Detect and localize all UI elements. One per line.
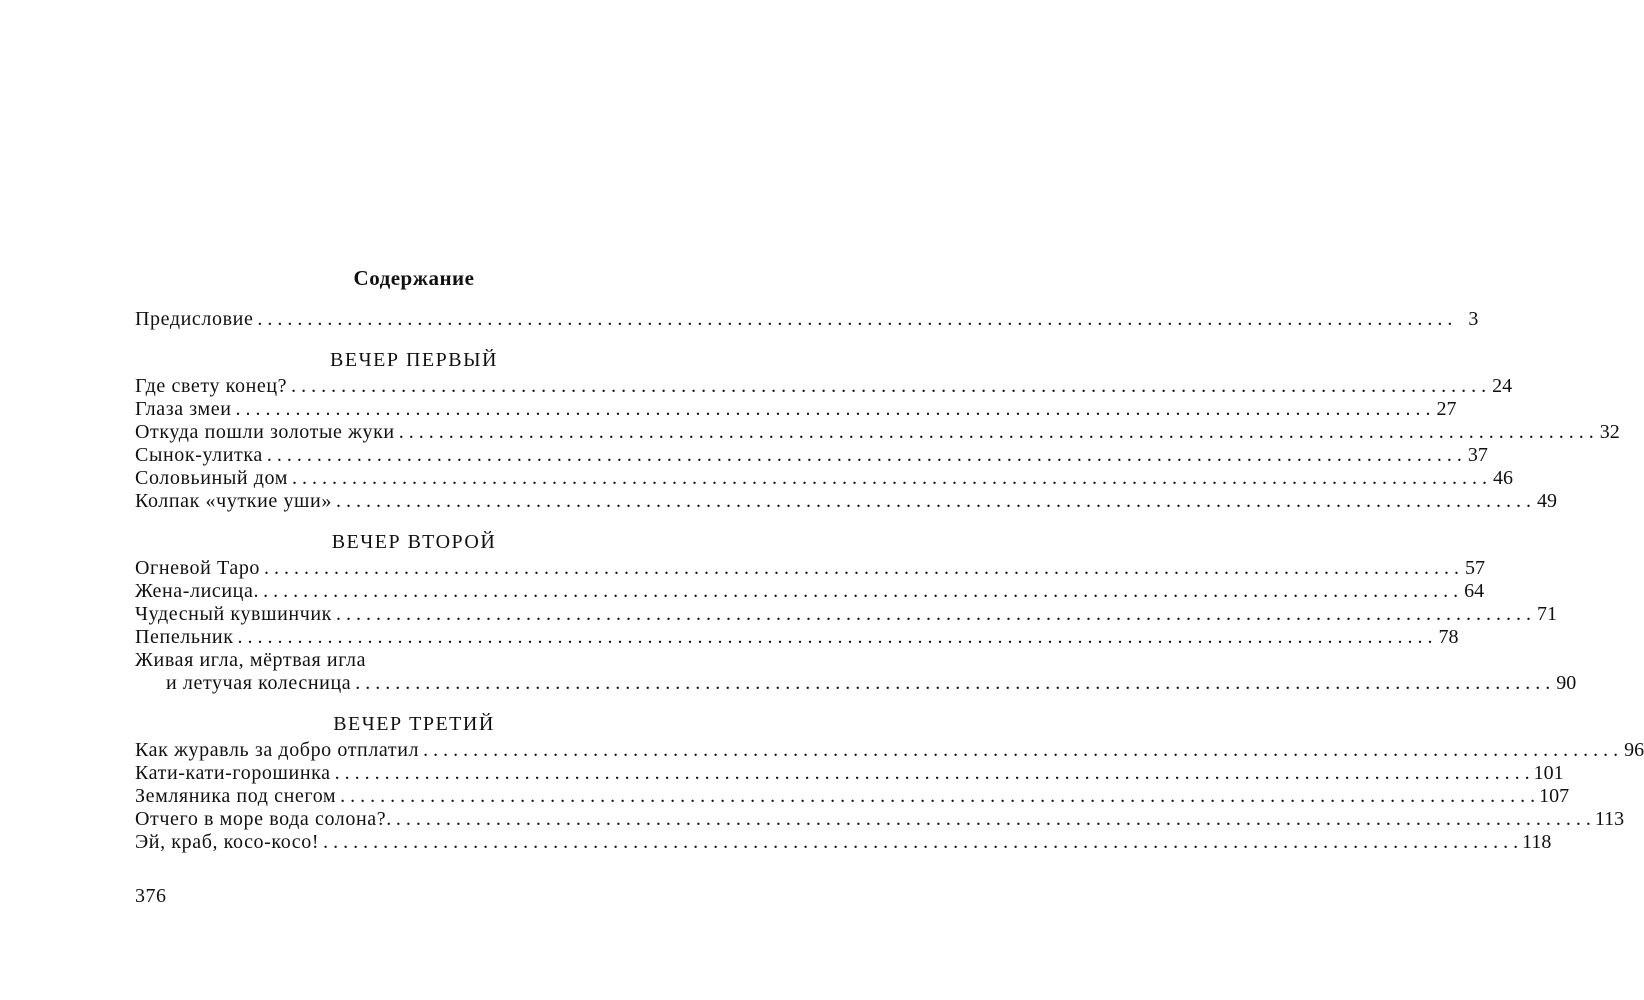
toc-entry-label: Пепельник	[135, 626, 234, 648]
dot-leader: . . . . . . . . . . . . . . . . . . . . . . . . . . . . . . . . . . . . . . . . . . . . . . . . . . . . . . . . . . . . . . . . . . . . . . . . . . . . . . . . . . . . . . . . . . . . . . . . . . . . . . . . . . . . . . . . . . . . . . . .	[395, 808, 1591, 830]
toc-entry-page: 57	[1465, 557, 1486, 579]
toc-title: Содержание	[353, 266, 475, 290]
toc-entry-page: 49	[1536, 490, 1557, 512]
toc-entry	[135, 467, 1514, 490]
toc-entry	[135, 626, 1459, 649]
dot-leader: . . . . . . . . . . . . . . . . . . . . . . . . . . . . . . . . . . . . . . . . . . . . . . . . . . . . . . . . . . . . . . . . . . . . . . . . . . . . . . . . . . . . . . . . . . . . . . . . . . . . . . . . . . . . . . . . . . . . . . . .	[423, 739, 1619, 761]
dot-leader: . . . . . . . . . . . . . . . . . . . . . . . . . . . . . . . . . . . . . . . . . . . . . . . . . . . . . . . . . . . . . . . . . . . . . . . . . . . . . . . . . . . . . . . . . . . . . . . . . . . . . . . . . . . . . . . . . . . . . . . .	[291, 375, 1487, 397]
toc-entry-page: 78	[1438, 626, 1459, 648]
toc-entry-label: Чудесный кувшинчик	[135, 603, 332, 625]
toc-entry	[135, 808, 1625, 831]
toc-entry-label: Жена-лисица.	[135, 580, 260, 602]
dot-leader: . . . . . . . . . . . . . . . . . . . . . . . . . . . . . . . . . . . . . . . . . . . . . . . . . . . . . . . . . . . . . . . . . . . . . . . . . . . . . . . . . . . . . . . . . . . . . . . . . . . . . . . . . . . . . . . . . . . . . . . .	[235, 398, 1431, 420]
dot-leader: . . . . . . . . . . . . . . . . . . . . . . . . . . . . . . . . . . . . . . . . . . . . . . . . . . . . . . . . . . . . . . . . . . . . . . . . . . . . . . . . . . . . . . . . . . . . . . . . . . . . . . . . . . . . . . . . . . . . . . . .	[323, 831, 1519, 853]
toc-entry-page: 113	[1594, 808, 1625, 830]
toc-entry-label: Кати-кати-горошинка	[135, 762, 331, 784]
page-number: 376	[135, 885, 167, 907]
toc-entry	[135, 672, 1577, 695]
toc-entry-page: 101	[1533, 762, 1564, 784]
toc-entry-page: 118	[1522, 831, 1552, 853]
table-of-contents	[135, 262, 1644, 854]
toc-entry-label: Соловьиный дом	[135, 467, 289, 489]
toc-entry-label: Предисловие	[135, 308, 254, 330]
dot-leader: . . . . . . . . . . . . . . . . . . . . . . . . . . . . . . . . . . . . . . . . . . . . . . . . . . . . . . . . . . . . . . . . . . . . . . . . . . . . . . . . . . . . . . . . . . . . . . . . . . . . . . . . . . . . . . . . . . . . . . . .	[237, 626, 1433, 648]
dot-leader: . . . . . . . . . . . . . . . . . . . . . . . . . . . . . . . . . . . . . . . . . . . . . . . . . . . . . . . . . . . . . . . . . . . . . . . . . . . . . . . . . . . . . . . . . . . . . . . . . . . . . . . . . . . . . . . . . . . . . . . .	[264, 557, 1460, 579]
toc-entry	[135, 762, 1564, 785]
toc-entry-label: Где свету конец?	[135, 375, 288, 397]
dot-leader: . . . . . . . . . . . . . . . . . . . . . . . . . . . . . . . . . . . . . . . . . . . . . . . . . . . . . . . . . . . . . . . . . . . . . . . . . . . . . . . . . . . . . . . . . . . . . . . . . . . . . . . . . . . . . . . . . . . . . . . .	[335, 603, 1531, 625]
dot-leader: . . . . . . . . . . . . . . . . . . . . . . . . . . . . . . . . . . . . . . . . . . . . . . . . . . . . . . . . . . . . . . . . . . . . . . . . . . . . . . . . . . . . . . . . . . . . . . . . . . . . . . . . . . . . . . . . . . . . . . . .	[355, 672, 1551, 694]
toc-entry	[135, 785, 1570, 808]
toc-entry-page: 46	[1493, 467, 1514, 489]
dot-leader: . . . . . . . . . . . . . . . . . . . . . . . . . . . . . . . . . . . . . . . . . . . . . . . . . . . . . . . . . . . . . . . . . . . . . . . . . . . . . . . . . . . . . . . . . . . . . . . . . . . . . . . . . . . . . . . . . . . . . . . .	[266, 444, 1462, 466]
toc-entry	[135, 490, 1557, 513]
toc-entry-label: Колпак «чуткие уши»	[135, 490, 332, 512]
toc-entry-label: Как журавль за добро отплатил	[135, 739, 420, 761]
dot-leader: . . . . . . . . . . . . . . . . . . . . . . . . . . . . . . . . . . . . . . . . . . . . . . . . . . . . . . . . . . . . . . . . . . . . . . . . . . . . . . . . . . . . . . . . . . . . . . . . . . . . . . . . . . . . . . . . . . . . . . . .	[292, 467, 1488, 489]
dot-leader: . . . . . . . . . . . . . . . . . . . . . . . . . . . . . . . . . . . . . . . . . . . . . . . . . . . . . . . . . . . . . . . . . . . . . . . . . . . . . . . . . . . . . . . . . . . . . . . . . . . . . . . . . . . . . . . . . . . . . . . .	[257, 308, 1453, 330]
section-title-third-evening: ВЕЧЕР ТРЕТИЙ	[333, 713, 495, 735]
toc-entry-label: Сынок-улитка	[135, 444, 263, 466]
toc-entry-page: 107	[1539, 785, 1570, 807]
toc-entry	[135, 398, 1457, 421]
toc-entry	[135, 557, 1486, 580]
toc-entry	[135, 444, 1488, 467]
toc-entry-page: 3	[1468, 308, 1479, 330]
toc-entry-page: 27	[1436, 398, 1457, 420]
toc-entry-label: Живая игла, мёртвая игла	[135, 649, 367, 671]
toc-entry-label: Откуда пошли золотые жуки	[135, 421, 395, 443]
toc-entry	[135, 375, 1513, 398]
toc-entry-page: 96	[1624, 739, 1644, 761]
dot-leader: . . . . . . . . . . . . . . . . . . . . . . . . . . . . . . . . . . . . . . . . . . . . . . . . . . . . . . . . . . . . . . . . . . . . . . . . . . . . . . . . . . . . . . . . . . . . . . . . . . . . . . . . . . . . . . . . . . . . . . . .	[334, 762, 1530, 784]
dot-leader: . . . . . . . . . . . . . . . . . . . . . . . . . . . . . . . . . . . . . . . . . . . . . . . . . . . . . . . . . . . . . . . . . . . . . . . . . . . . . . . . . . . . . . . . . . . . . . . . . . . . . . . . . . . . . . . . . . . . . . . .	[263, 580, 1459, 602]
toc-entry	[135, 739, 1644, 762]
toc-entry-page: 32	[1599, 421, 1620, 443]
dot-leader: . . . . . . . . . . . . . . . . . . . . . . . . . . . . . . . . . . . . . . . . . . . . . . . . . . . . . . . . . . . . . . . . . . . . . . . . . . . . . . . . . . . . . . . . . . . . . . . . . . . . . . . . . . . . . . . . . . . . . . . .	[335, 490, 1531, 512]
toc-entry	[135, 580, 1485, 603]
dot-leader: . . . . . . . . . . . . . . . . . . . . . . . . . . . . . . . . . . . . . . . . . . . . . . . . . . . . . . . . . . . . . . . . . . . . . . . . . . . . . . . . . . . . . . . . . . . . . . . . . . . . . . . . . . . . . . . . . . . . . . . .	[340, 785, 1536, 807]
toc-entry	[135, 603, 1557, 626]
toc-entry-page: 37	[1467, 444, 1488, 466]
toc-entry	[135, 421, 1620, 444]
toc-entry-label: Земляника под снегом	[135, 785, 337, 807]
toc-entry-label: Эй, краб, косо-косо!	[135, 831, 320, 853]
toc-entry	[135, 831, 1552, 854]
toc-entry-label-continuation: и летучая колесница	[166, 672, 352, 694]
toc-entry-label: Отчего в море вода солона?.	[135, 808, 392, 830]
section-title-second-evening: ВЕЧЕР ВТОРОЙ	[331, 531, 497, 553]
dot-leader: . . . . . . . . . . . . . . . . . . . . . . . . . . . . . . . . . . . . . . . . . . . . . . . . . . . . . . . . . . . . . . . . . . . . . . . . . . . . . . . . . . . . . . . . . . . . . . . . . . . . . . . . . . . . . . . . . . . . . . . .	[398, 421, 1594, 443]
toc-entry-preface	[135, 308, 1479, 331]
toc-entry-page: 90	[1556, 672, 1577, 694]
toc-entry-label: Огневой Таро	[135, 557, 261, 579]
toc-entry-page: 64	[1464, 580, 1485, 602]
section-title-first-evening: ВЕЧЕР ПЕРВЫЙ	[330, 349, 498, 371]
toc-entry-page: 24	[1492, 375, 1513, 397]
toc-entry-page: 71	[1536, 603, 1557, 625]
toc-entry-label: Глаза змеи	[135, 398, 232, 420]
